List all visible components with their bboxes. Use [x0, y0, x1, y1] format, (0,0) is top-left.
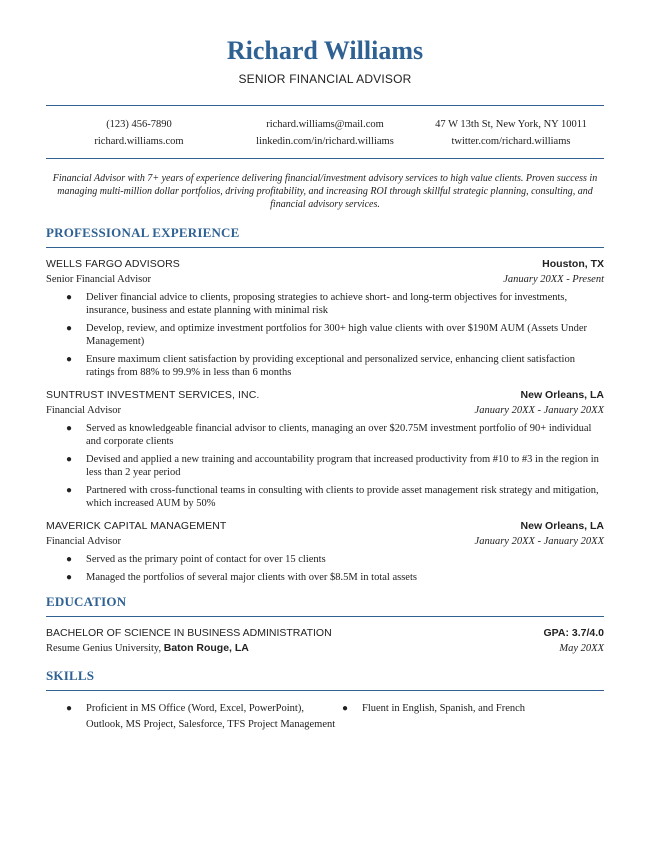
section-title-skills: SKILLS — [46, 668, 95, 683]
bullet-item — [66, 553, 604, 566]
job-entry — [46, 519, 604, 584]
bullet-dot-icon: ● — [66, 323, 73, 334]
twitter-link: twitter.com/richard.williams — [451, 136, 571, 147]
website-link: richard.williams.com — [94, 136, 184, 147]
skills-list — [46, 701, 604, 738]
bullet-text: Deliver financial advice to clients, proposing strategies to achieve short- and long-term objectives for investments, insurance, business and estate planning with minimal risk — [86, 292, 568, 316]
bullet-item — [66, 422, 604, 448]
bullet-dot-icon: ● — [66, 454, 73, 465]
job-header — [46, 519, 604, 534]
job-subheader — [46, 403, 604, 418]
job-header — [46, 388, 604, 403]
gpa: GPA: 3.7/4.0 — [543, 627, 604, 639]
contact-divider — [46, 158, 604, 159]
linkedin-link: linkedin.com/in/richard.williams — [256, 136, 394, 147]
job-location: Houston, TX — [542, 258, 604, 270]
bullet-dot-icon: ● — [66, 572, 73, 583]
job-location: New Orleans, LA — [520, 520, 604, 532]
skills-column-left — [46, 701, 342, 738]
bullet-item — [66, 322, 604, 348]
skill-item — [342, 701, 604, 717]
bullet-item — [66, 291, 604, 317]
graduation-date: May 20XX — [559, 643, 604, 654]
company-name: WELLS FARGO ADVISORS — [46, 258, 180, 270]
bullet-text: Devised and applied a new training and accountability program that increased productivity from #10 to #3 in the region in less than 2 year period — [86, 454, 599, 478]
education-subheader — [46, 641, 604, 656]
job-role: Financial Advisor — [46, 405, 121, 416]
bullet-text: Partnered with cross-functional teams in consulting with clients to provide asset management risk strategy and mitigation, which increased AUM by 50% — [86, 485, 599, 509]
school-city: Baton Rouge, LA — [163, 642, 249, 654]
skills-column-right — [342, 701, 604, 738]
bullet-text: Develop, review, and optimize investment portfolios for 300+ high value clients with over $190M AUM (Assets Under Management) — [86, 323, 587, 347]
bullet-item — [66, 353, 604, 379]
candidate-name: Richard Williams — [226, 36, 424, 65]
school-line — [46, 641, 249, 656]
job-bullets — [46, 553, 604, 584]
job-dates: January 20XX - January 20XX — [474, 405, 604, 416]
bullet-item — [66, 484, 604, 510]
email: richard.williams@mail.com — [266, 119, 384, 130]
education-header — [46, 626, 604, 641]
bullet-item — [66, 453, 604, 479]
job-title: SENIOR FINANCIAL ADVISOR — [238, 72, 412, 86]
job-role: Financial Advisor — [46, 536, 121, 547]
bullet-dot-icon: ● — [66, 292, 73, 303]
bullet-dot-icon: ● — [66, 485, 73, 496]
bullet-text: Ensure maximum client satisfaction by providing exceptional and personalized service, enhancing client satisfaction ratings from 88% to 99.9% in less than 6 months — [86, 354, 575, 378]
bullet-dot-icon: ● — [66, 423, 73, 434]
skill-text: Proficient in MS Office (Word, Excel, PowerPoint), Outlook, MS Project, Salesforce, TFS Project Management — [86, 703, 336, 730]
bullet-text: Served as knowledgeable financial advisor to clients, managing an over $20.75M investment portfolio of 90+ individual and corporate clients — [86, 423, 592, 447]
bullet-item — [66, 571, 604, 584]
experience-divider — [46, 247, 604, 248]
education-entry — [46, 626, 604, 656]
bullet-dot-icon: ● — [66, 703, 73, 714]
company-name: MAVERICK CAPITAL MANAGEMENT — [46, 520, 227, 532]
job-dates: January 20XX - January 20XX — [474, 536, 604, 547]
job-entry — [46, 257, 604, 379]
job-dates: January 20XX - Present — [503, 274, 604, 285]
education-divider — [46, 616, 604, 617]
degree-name: BACHELOR OF SCIENCE IN BUSINESS ADMINISTRATION — [46, 627, 332, 639]
school-name: Resume Genius University, — [46, 643, 162, 654]
job-entry — [46, 388, 604, 510]
bullet-dot-icon: ● — [66, 554, 73, 565]
skill-text: Fluent in English, Spanish, and French — [362, 703, 526, 714]
bullet-text: Served as the primary point of contact for over 15 clients — [86, 554, 326, 565]
job-bullets — [46, 291, 604, 379]
section-title-education: EDUCATION — [46, 594, 127, 609]
job-location: New Orleans, LA — [520, 389, 604, 401]
phone: (123) 456-7890 — [106, 119, 172, 130]
bullet-dot-icon: ● — [342, 703, 349, 714]
professional-summary: Financial Advisor with 7+ years of experience delivering financial/investment advisory services to high value clients. Proven success in managing multi-million dollar portfolios, driving profitability, and increasing ROI through skillful strategic planning, consulting, and financial advisory services. — [52, 173, 598, 210]
bullet-text: Managed the portfolios of several major clients with over $8.5M in total assets — [86, 572, 417, 583]
company-name: SUNTRUST INVESTMENT SERVICES, INC. — [46, 389, 260, 401]
bullet-dot-icon: ● — [66, 354, 73, 365]
skill-item — [66, 701, 342, 733]
job-role: Senior Financial Advisor — [46, 274, 151, 285]
job-subheader — [46, 272, 604, 287]
address: 47 W 13th St, New York, NY 10011 — [435, 119, 587, 130]
job-header — [46, 257, 604, 272]
contact-info — [46, 106, 604, 158]
section-title-experience: PROFESSIONAL EXPERIENCE — [46, 225, 240, 240]
skills-divider — [46, 690, 604, 691]
job-subheader — [46, 534, 604, 549]
job-bullets — [46, 422, 604, 510]
